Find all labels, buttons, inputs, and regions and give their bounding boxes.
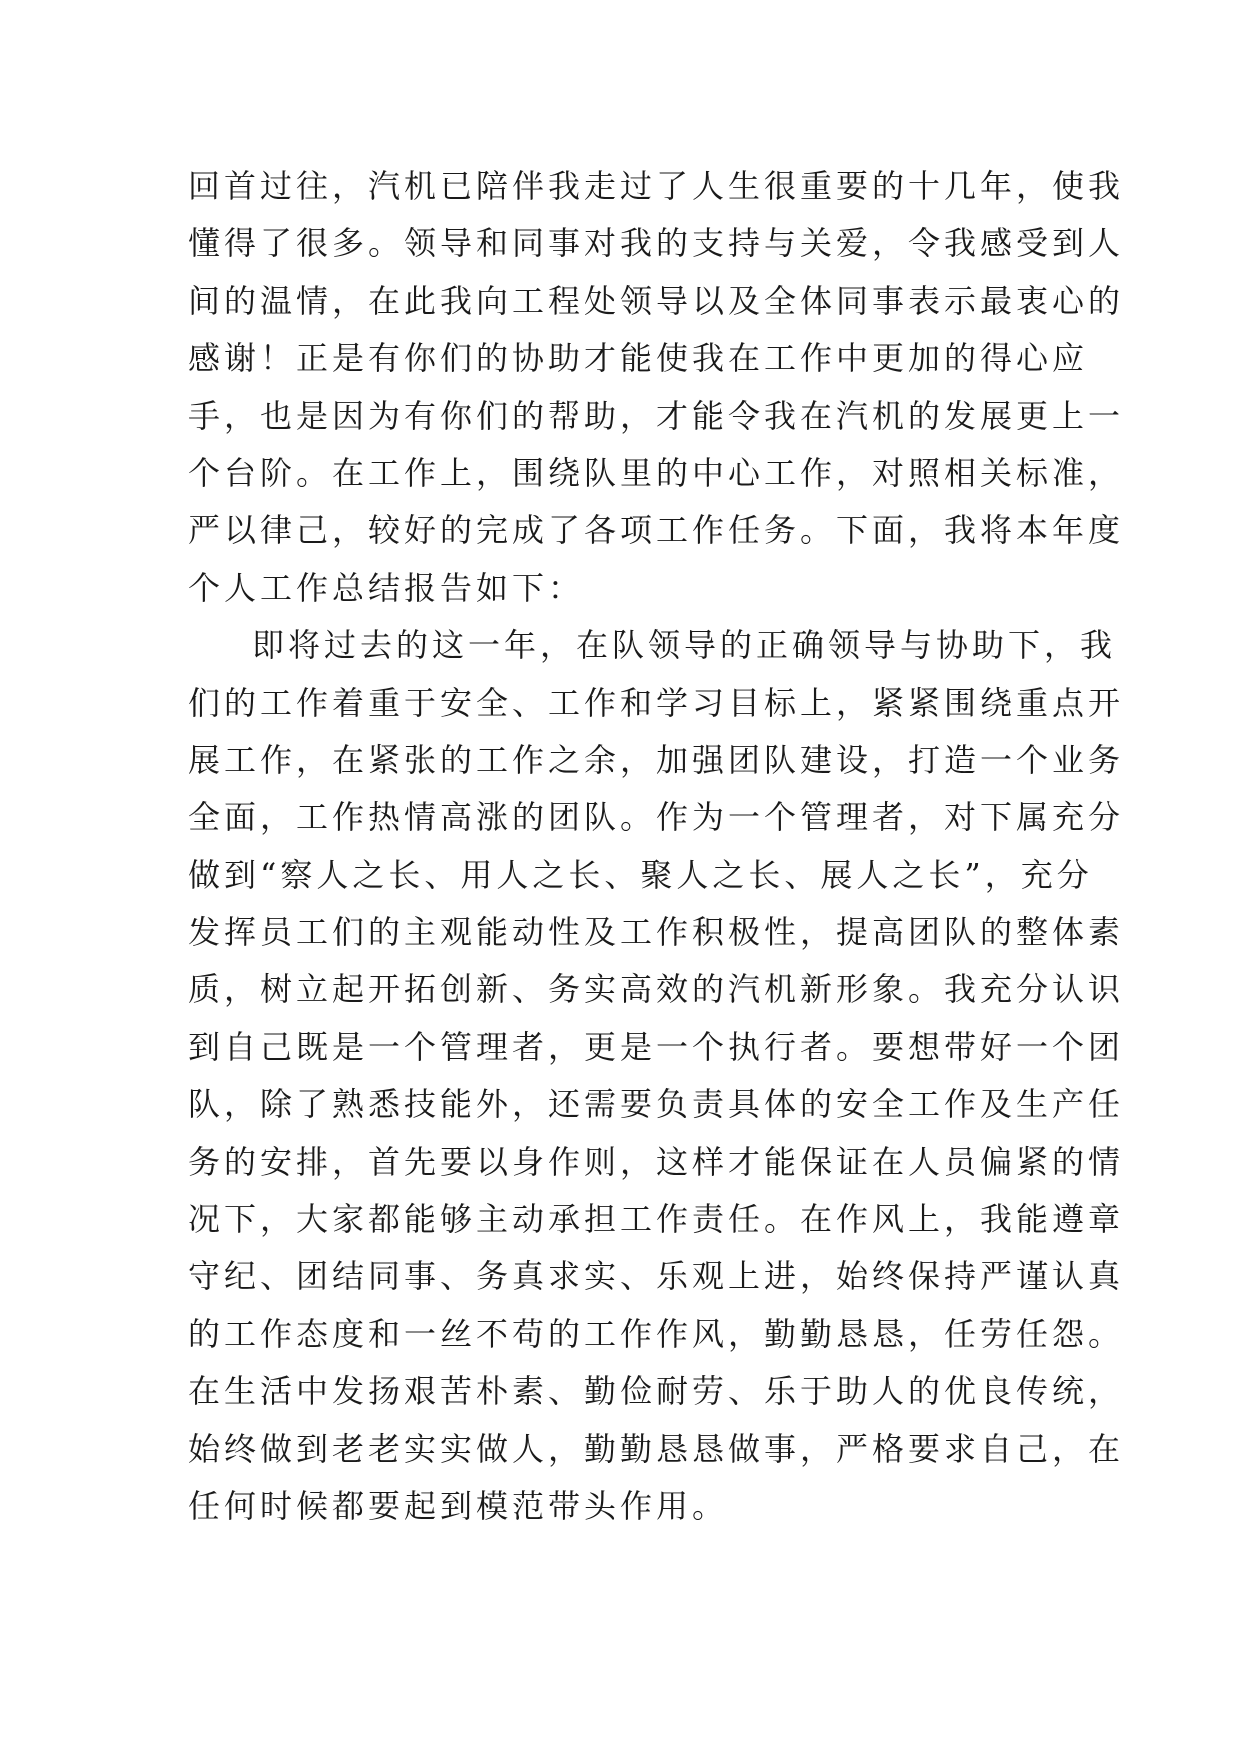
text-line: 守纪、团结同事、务真求实、乐观上进，始终保持严谨认真	[188, 1257, 1125, 1296]
text-line: 手，也是因为有你们的帮助，才能令我在汽机的发展更上一	[188, 396, 1125, 435]
text-line: 发挥员工们的主观能动性及工作积极性，提高团队的整体素	[188, 913, 1125, 952]
text-line: 况下，大家都能够主动承担工作责任。在作风上，我能遵章	[188, 1200, 1125, 1239]
text-line: 严以律己，较好的完成了各项工作任务。下面，我将本年度	[188, 511, 1125, 550]
text-line: 懂得了很多。领导和同事对我的支持与关爱，令我感受到人	[188, 224, 1125, 263]
text-line: 的工作态度和一丝不苟的工作作风，勤勤恳恳，任劳任怨。	[188, 1314, 1125, 1353]
text-line: 任何时候都要起到模范带头作用。	[188, 1486, 729, 1525]
text-line: 展工作，在紧张的工作之余，加强团队建设，打造一个业务	[188, 740, 1125, 779]
text-line: 质，树立起开拓创新、务实高效的汽机新形象。我充分认识	[188, 970, 1125, 1009]
text-line: 们的工作着重于安全、工作和学习目标上，紧紧围绕重点开	[188, 683, 1125, 722]
text-line: 间的温情，在此我向工程处领导以及全体同事表示最衷心的	[188, 281, 1125, 320]
text-line: 队，除了熟悉技能外，还需要负责具体的安全工作及生产任	[188, 1085, 1125, 1124]
text-line: 个台阶。在工作上，围绕队里的中心工作，对照相关标准，	[188, 453, 1125, 492]
paragraph-start-line: 即将过去的这一年，在队领导的正确领导与协助下，我	[252, 626, 1117, 665]
text-line: 在生活中发扬艰苦朴素、勤俭耐劳、乐于助人的优良传统，	[188, 1372, 1125, 1411]
text-line: 务的安排，首先要以身作则，这样才能保证在人员偏紧的情	[188, 1142, 1125, 1181]
text-line: 感谢！正是有你们的协助才能使我在工作中更加的得心应	[188, 339, 1089, 378]
text-line: 始终做到老老实实做人，勤勤恳恳做事，严格要求自己，在	[188, 1429, 1125, 1468]
body-text	[188, 158, 1125, 1535]
text-line: 全面，工作热情高涨的团队。作为一个管理者，对下属充分	[188, 798, 1125, 837]
text-line: 到自己既是一个管理者，更是一个执行者。要想带好一个团	[188, 1027, 1125, 1066]
text-line: 做到“察人之长、用人之长、聚人之长、展人之长”，充分	[188, 855, 1093, 894]
text-line: 回首过往，汽机已陪伴我走过了人生很重要的十几年，使我	[188, 167, 1125, 205]
text-line: 个人工作总结报告如下：	[188, 568, 585, 607]
